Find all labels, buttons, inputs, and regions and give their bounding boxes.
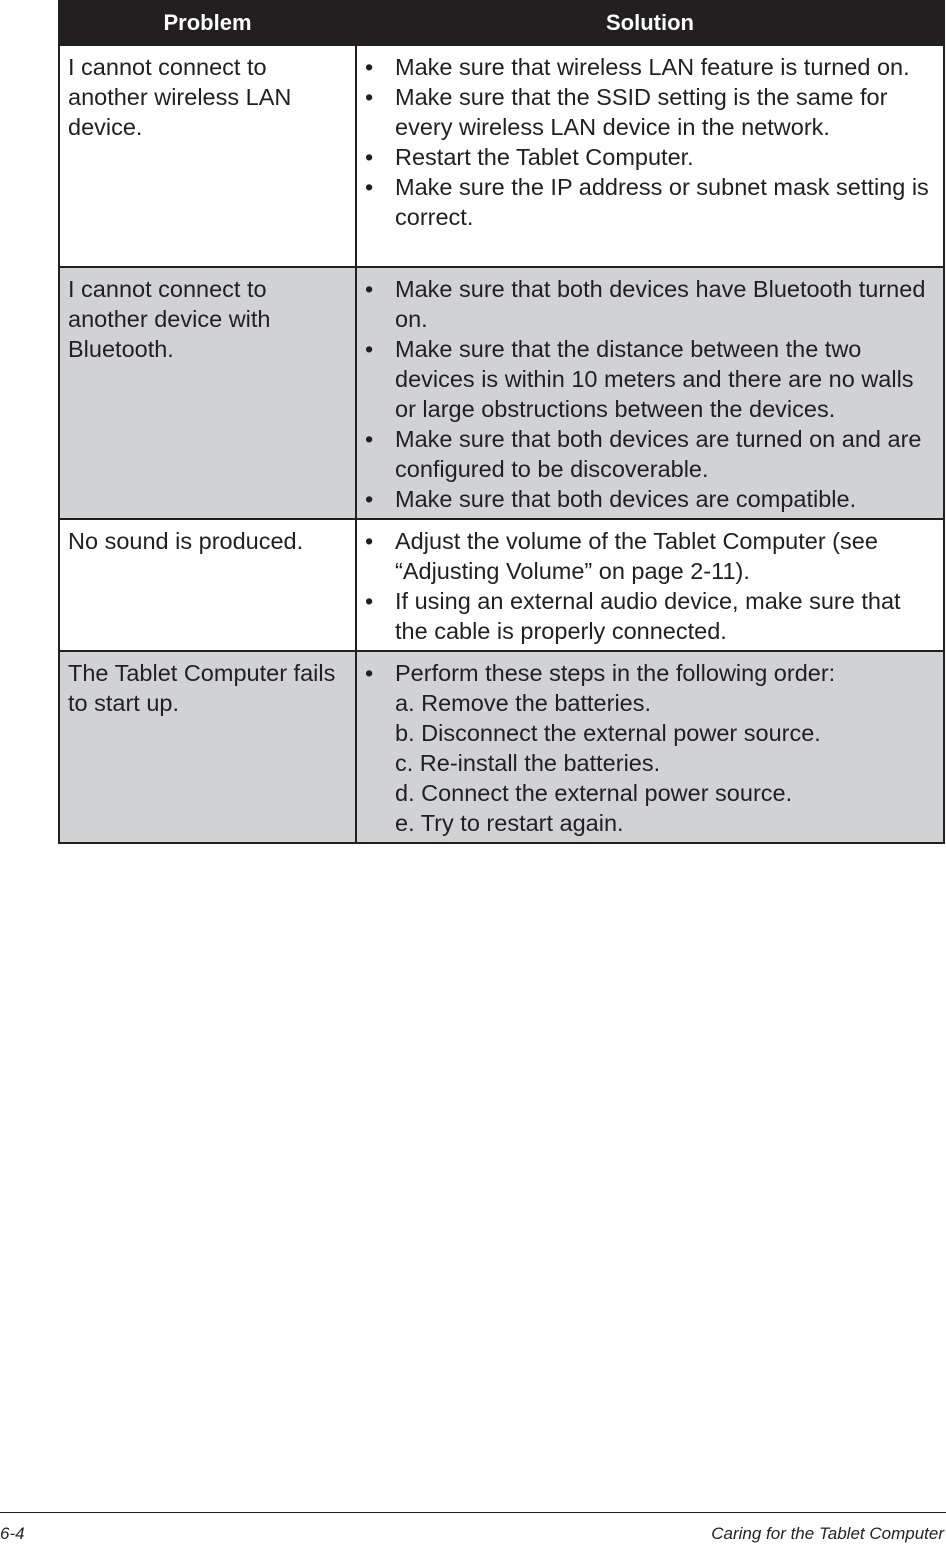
problem-cell: I cannot connect to another device with Bluetooth. (59, 267, 356, 519)
list-item (365, 142, 935, 172)
step-item: e. Try to restart again. (395, 810, 624, 836)
solution-text: Make sure that wireless LAN feature is turned on. (395, 54, 910, 80)
bullet-mark: • (365, 660, 374, 686)
bullet-mark: • (365, 588, 374, 614)
step-item: c. Re-install the batteries. (395, 750, 661, 776)
solution-text: Make sure that both devices are turned on and are configured to be discoverable. (395, 426, 922, 482)
bullet-mark: • (365, 276, 374, 302)
solution-list (365, 52, 935, 232)
solution-text: If using an external audio device, make sure that the cable is properly connected. (395, 588, 901, 644)
list-item (365, 484, 935, 514)
list-item (365, 334, 935, 424)
bullet-mark: • (365, 84, 374, 110)
troubleshooting-table (58, 0, 945, 844)
list-item (365, 658, 935, 838)
solution-text: Make sure that both devices have Bluetooth turned on. (395, 276, 926, 332)
solution-cell (356, 519, 944, 651)
bullet-mark: • (365, 174, 374, 200)
solution-list (365, 658, 935, 838)
problem-cell: No sound is produced. (59, 519, 356, 651)
table-header-row (59, 1, 944, 45)
solution-list (365, 526, 935, 646)
footer-divider (0, 1512, 946, 1513)
solution-text: Adjust the volume of the Tablet Computer (see “Adjusting Volume” on page 2-11). (395, 528, 878, 584)
solution-text: Restart the Tablet Computer. (395, 144, 694, 170)
solution-text: Make sure the IP address or subnet mask setting is correct. (395, 174, 929, 230)
problem-cell: I cannot connect to another wireless LAN device. (59, 45, 356, 267)
step-item: b. Disconnect the external power source. (395, 720, 821, 746)
problem-cell: The Tablet Computer fails to start up. (59, 651, 356, 843)
table-row (59, 267, 944, 519)
solution-text: Make sure that the SSID setting is the same for every wireless LAN device in the network. (395, 84, 888, 140)
list-item (365, 172, 935, 232)
solution-text: Make sure that both devices are compatible. (395, 486, 857, 512)
list-item (365, 526, 935, 586)
bullet-mark: • (365, 54, 374, 80)
solution-cell (356, 651, 944, 843)
list-item (365, 82, 935, 142)
list-item (365, 274, 935, 334)
solution-cell (356, 45, 944, 267)
table-row (59, 519, 944, 651)
table-row (59, 651, 944, 843)
footer-section-title: Caring for the Tablet Computer (711, 1524, 944, 1543)
bullet-mark: • (365, 336, 374, 362)
step-item: a. Remove the batteries. (395, 690, 652, 716)
list-item (365, 424, 935, 484)
list-item (365, 52, 935, 82)
solution-cell (356, 267, 944, 519)
solution-list (365, 274, 935, 514)
step-item: d. Connect the external power source. (395, 780, 793, 806)
bullet-mark: • (365, 528, 374, 554)
bullet-mark: • (365, 486, 374, 512)
bullet-mark: • (365, 144, 374, 170)
list-item (365, 586, 935, 646)
header-problem: Problem (59, 1, 356, 45)
header-solution: Solution (356, 1, 944, 45)
page-number: 6-4 (0, 1524, 25, 1543)
solution-text: Make sure that the distance between the two devices is within 10 meters and there are no walls or large obstructions between the devices. (395, 336, 914, 422)
solution-text: Perform these steps in the following order: (395, 660, 836, 686)
bullet-mark: • (365, 426, 374, 452)
table-row (59, 45, 944, 267)
